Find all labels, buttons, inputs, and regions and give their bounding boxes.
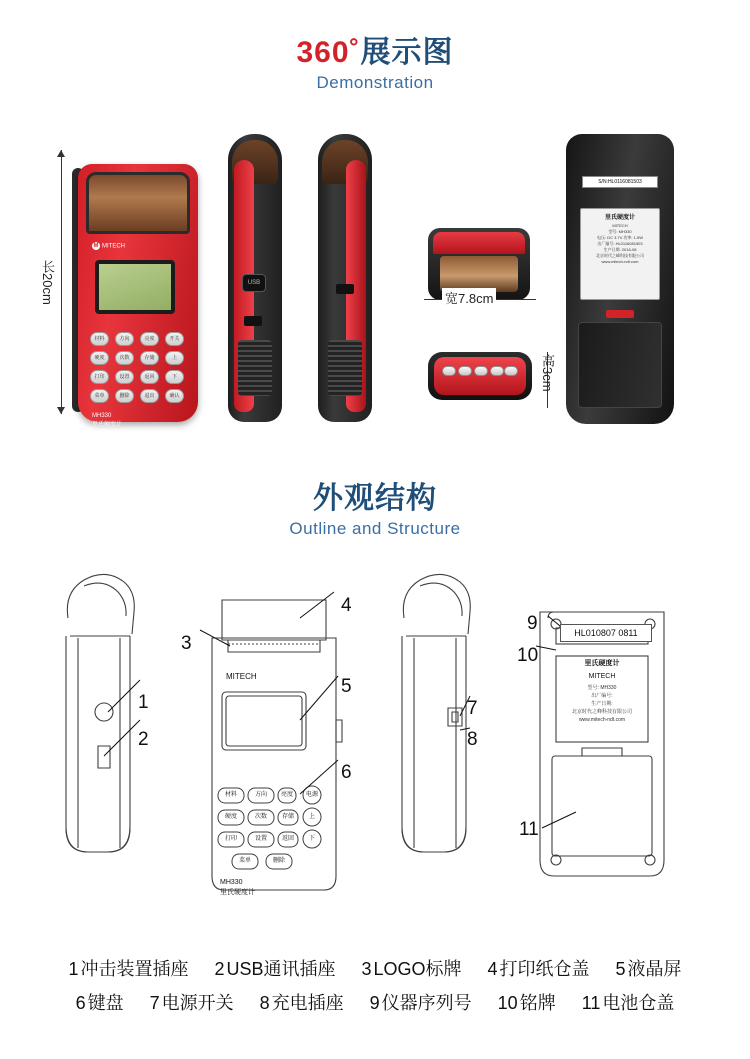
legend-num-6: 6 [75,993,86,1014]
bottom-key-5 [504,366,518,376]
legend-item-5 [616,952,682,986]
legend-num-11: 11 [581,993,601,1014]
nameplate-line-5: www.mitech-ndt.com [601,259,639,264]
key-14: 退出 [140,389,159,403]
printer-paper-cover [86,172,190,234]
device-photo-back [566,134,674,424]
legend-text-6: 键盘 [87,993,124,1014]
key-1: 方向 [115,332,134,346]
device-photo-side-right [318,134,372,422]
legend-num-5: 5 [615,959,626,979]
key-10: 返回 [140,370,159,384]
key-11: 下 [165,370,184,384]
outline-nameplate-brand: MITECH [588,673,616,681]
dimension-depth-label: 高3cm [540,354,555,392]
device-red-top [433,232,525,254]
section-title-number: 360 [296,36,350,69]
degree-symbol-icon: ˚ [349,36,361,69]
section-heading-outline [0,482,750,539]
key-12: 菜单 [90,389,109,403]
key-3: 开关 [165,332,184,346]
outline-key-2: 亮度 [280,792,293,798]
keypad [90,332,186,404]
legend-item-3 [361,952,461,986]
grip-ridges [328,340,362,396]
outline-brand-logo: MITECH [226,672,257,681]
brand-logo-text: MITECH [102,243,125,250]
arrow-down-icon [57,407,65,414]
bottom-button-row [442,366,518,384]
callout-11: 11 [519,819,539,840]
outline-key-7: 上 [308,814,315,820]
device-model-sub: 里氏硬度计 [92,422,123,428]
key-15: 确认 [165,389,184,403]
nameplate-line-1: 电压: DC 3.7V 功率: 1.5W [596,235,643,240]
legend-num-8: 8 [259,993,270,1014]
outline-model: MH330 [220,879,243,886]
legend-item-9 [370,986,472,1020]
outline-nameplate [560,658,644,724]
legend-text-5: 液晶屏 [627,959,682,979]
legend-num-9: 9 [369,993,380,1014]
callout-10: 10 [517,645,539,666]
bottom-key-4 [490,366,504,376]
device-photo-bottom [428,352,532,404]
nameplate-line-2: 出厂编号: HL0116081503 [597,241,643,246]
dimension-height-indicator [40,150,74,414]
bottom-key-2 [458,366,472,376]
nameplate-line-4: 北京时代之峰科技有限公司 [596,253,644,258]
device-model: MH330 [92,413,112,419]
key-7: 上 [165,351,184,365]
legend-text-9: 仪器序列号 [381,993,472,1014]
outline-nameplate-line-1: 出厂编号: [591,693,613,700]
outline-nameplate-line-2: 生产日期: [591,701,613,708]
dimension-line [61,150,62,414]
key-2: 亮度 [140,332,159,346]
device-body [78,164,198,428]
brand-logo [92,242,125,250]
key-5: 次数 [115,351,134,365]
legend-num-3: 3 [361,959,372,979]
key-6: 存储 [140,351,159,365]
section-heading-demonstration [0,36,750,93]
outline-linework [0,560,750,920]
outline-nameplate-line-4: www.mitech-ndt.com [578,717,626,724]
dimension-depth-indicator [536,352,558,408]
callout-6: 6 [341,762,352,783]
legend-item-6 [76,986,124,1020]
legend-num-10: 10 [497,993,518,1014]
callout-4: 4 [341,595,352,616]
legend-text-10: 铭牌 [519,993,556,1014]
legend-item-8 [260,986,344,1020]
callout-9: 9 [527,613,538,634]
outline-key-9: 设置 [254,836,267,842]
callout-1: 1 [138,692,149,713]
key-13: 删除 [115,389,134,403]
callout-2: 2 [138,729,149,750]
serial-number-label: S/N:HL0116081503 [582,176,658,188]
legend-num-2: 2 [214,959,225,979]
legend-text-1: 冲击装置插座 [80,959,189,979]
connector-slot [336,284,354,294]
callout-3: 3 [181,633,192,654]
connector-slot [244,316,262,326]
logo-mark-icon: M [93,243,99,249]
outline-key-8: 打印 [224,836,237,842]
outline-nameplate-title: 里氏硬度计 [584,660,620,667]
outline-key-6: 存储 [281,814,294,820]
device-photo-front [78,132,198,428]
legend-text-4: 打印纸仓盖 [499,959,590,979]
section-title-text: 展示图 [360,36,454,69]
outline-keypad [218,788,338,878]
legend-item-11 [582,986,675,1020]
outline-nameplate-line-0: 型号: MH330 [587,685,617,692]
outline-key-0: 材料 [224,792,237,798]
section-title-outline: 外观结构 [313,482,437,515]
legend-item-10 [498,986,556,1020]
outline-model-block [220,878,255,898]
outline-key-13: 删除 [272,858,285,864]
key-0: 材料 [90,332,109,346]
legend-item-1 [68,952,188,986]
outline-key-10: 返回 [281,836,294,842]
dimension-width-indicator [424,288,536,310]
outline-model-sub: 里氏硬度计 [220,888,255,896]
bottom-key-3 [474,366,488,376]
key-8: 打印 [90,370,109,384]
legend-text-2: USB通讯插座 [226,959,336,979]
nameplate-brand: MITECH [612,223,628,228]
lcd-screen [95,260,175,314]
outline-drawings [0,560,750,920]
device-photo-side-left [228,134,282,422]
battery-cover [578,322,662,408]
dimension-width-label: 宽7.8cm [442,288,496,307]
outline-key-4: 硬度 [224,814,237,820]
section-subtitle-demonstration: Demonstration [316,73,434,92]
key-4: 硬度 [90,351,109,365]
arrow-up-icon [57,150,65,157]
outline-key-12: 菜单 [238,858,251,864]
nameplate-line-0: 型号: MH330 [608,229,632,234]
legend-text-7: 电源开关 [161,993,234,1014]
section-subtitle-outline: Outline and Structure [289,519,461,538]
outline-key-11: 下 [308,836,315,842]
nameplate-line-3: 生产日期: 2016-08 [603,247,637,252]
outline-key-1: 方向 [254,792,267,798]
dimension-height-label: 长20cm [40,260,55,305]
legend-num-4: 4 [487,959,498,979]
nameplate [580,208,660,300]
callout-7: 7 [467,698,478,719]
grip-ridges [238,340,272,396]
legend-row-1 [0,952,750,986]
legend-text-3: LOGO标牌 [373,959,462,979]
legend-item-4 [488,952,590,986]
legend-num-7: 7 [149,993,160,1014]
usb-port: USB [242,274,266,292]
key-9: 设置 [115,370,134,384]
legend-item-2 [214,952,335,986]
outline-nameplate-line-3: 北京时代之峰科技有限公司 [571,709,632,716]
callout-5: 5 [341,676,352,697]
callout-8: 8 [467,729,478,750]
section-title-demonstration [0,36,750,69]
nameplate-title: 里氏硬度计 [604,215,635,221]
printer-paper-roll [440,256,518,292]
outline-key-5: 次数 [254,814,267,820]
legend-item-7 [150,986,234,1020]
legend [0,952,750,1020]
legend-text-11: 电池仓盖 [602,993,675,1014]
legend-text-8: 充电插座 [271,993,344,1014]
bottom-key-1 [442,366,456,376]
device-model-block [92,412,122,430]
legend-num-1: 1 [68,959,79,979]
legend-row-2 [0,986,750,1020]
battery-latch [606,310,634,318]
outline-serial-number: HL010807 0811 [560,624,652,642]
outline-key-3: 电源 [305,792,318,798]
